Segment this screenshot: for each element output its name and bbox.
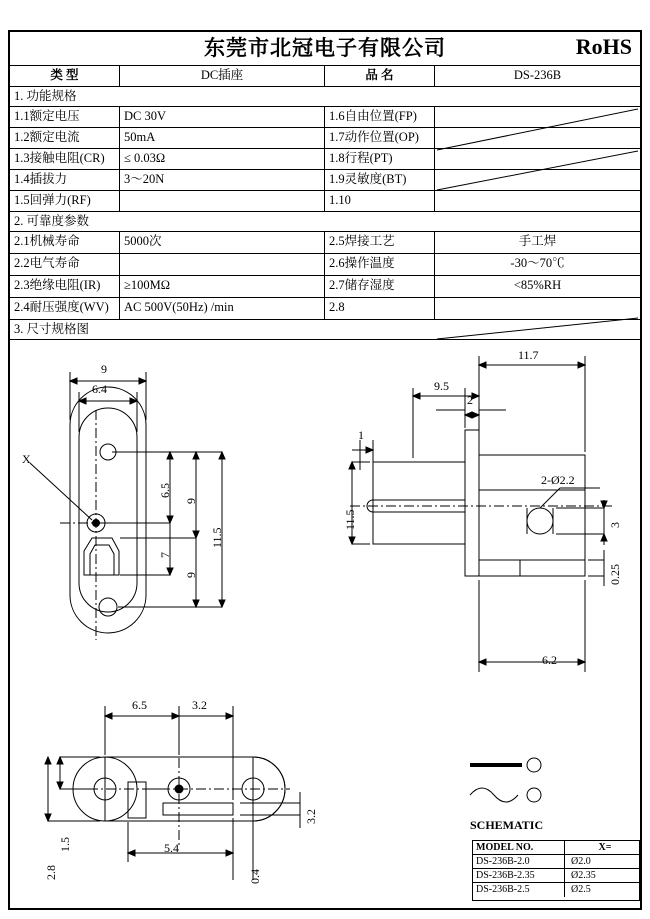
dim-front-6-4: 6.4 xyxy=(92,382,107,396)
dim-bottom-5-4: 5.4 xyxy=(164,841,179,855)
spec-label: 1.1额定电压 xyxy=(10,107,120,128)
dim-side-3: 3 xyxy=(608,522,622,528)
schematic-label: SCHEMATIC xyxy=(470,818,544,832)
spec-label: 1.8行程(PT) xyxy=(325,149,435,170)
dim-side-11-7: 11.7 xyxy=(518,348,539,362)
dim-bottom-6-5: 6.5 xyxy=(132,698,147,712)
name-label: 品 名 xyxy=(325,66,435,87)
spec-value: AC 500V(50Hz) /min xyxy=(120,298,325,320)
spec-value: ≤ 0.03Ω xyxy=(120,149,325,170)
x-value: Ø2.0 xyxy=(571,856,591,867)
model-value: DS-236B-2.5 xyxy=(473,883,565,897)
spec-value: 手工焊 xyxy=(435,232,640,254)
table-row xyxy=(473,883,639,897)
spec-label: 1.7动作位置(OP) xyxy=(325,128,435,149)
dim-front-9b: 9 xyxy=(184,498,198,504)
spec-value: 50mA xyxy=(120,128,325,149)
dim-side-2: 2 xyxy=(467,393,473,407)
dim-front-7: 7 xyxy=(158,552,172,558)
dim-front-9c: 9 xyxy=(184,572,198,578)
spec-value: 3～20N xyxy=(120,170,325,191)
spec-value: ≥100MΩ xyxy=(120,276,325,298)
spec-label: 2.4耐压强度(WV) xyxy=(10,298,120,320)
dim-bottom-1-5: 1.5 xyxy=(58,837,72,852)
dim-side-1: 1 xyxy=(358,428,364,442)
dim-bottom-3-2b: 3.2 xyxy=(304,809,318,824)
x-value: Ø2.5 xyxy=(571,884,591,895)
spec-value: 5000次 xyxy=(120,232,325,254)
dim-bottom-0-4: 0.4 xyxy=(248,869,262,884)
dim-side-11-5: 11.5 xyxy=(343,509,357,530)
dim-side-holes: 2-Ø2.2 xyxy=(541,473,575,487)
spec-label: 1.3接触电阻(CR) xyxy=(10,149,120,170)
x-col-header: X= xyxy=(598,842,612,853)
spec-label: 1.2额定电流 xyxy=(10,128,120,149)
table-row xyxy=(473,855,639,869)
model-value: DS-236B-2.35 xyxy=(473,869,565,882)
type-value: DC插座 xyxy=(120,66,325,87)
table-row xyxy=(473,869,639,883)
dim-bottom-2-8: 2.8 xyxy=(44,865,58,880)
spec-value: <85%RH xyxy=(435,276,640,298)
section1-title: 1. 功能规格 xyxy=(10,87,640,107)
x-value: Ø2.35 xyxy=(571,870,596,881)
dim-side-0-25: 0.25 xyxy=(608,564,622,585)
dim-side-6-2: 6.2 xyxy=(542,653,557,667)
type-label: 类 型 xyxy=(10,66,120,87)
spec-label: 2.5焊接工艺 xyxy=(325,232,435,254)
spec-value: DC 30V xyxy=(120,107,325,128)
company-name: 东莞市北冠电子有限公司 xyxy=(204,36,446,60)
section3-title: 3. 尺寸规格图 xyxy=(10,320,640,340)
spec-label: 1.6自由位置(FP) xyxy=(325,107,435,128)
spec-label: 1.5回弹力(RF) xyxy=(10,191,120,212)
table-header-row xyxy=(473,841,639,855)
model-value: DS-236B-2.0 xyxy=(473,855,565,868)
name-value: DS-236B xyxy=(435,66,640,87)
spec-value: -30～70℃ xyxy=(435,254,640,276)
spec-label: 1.10 xyxy=(325,191,435,212)
spec-label: 2.8 xyxy=(325,298,435,320)
model-table xyxy=(472,840,640,901)
dim-bottom-3-2: 3.2 xyxy=(192,698,207,712)
model-col-header: MODEL NO. xyxy=(473,841,565,854)
dim-front-6-5: 6.5 xyxy=(158,483,172,498)
spec-label: 2.1机械寿命 xyxy=(10,232,120,254)
spec-label: 2.3绝缘电阻(IR) xyxy=(10,276,120,298)
dim-front-9: 9 xyxy=(101,362,107,376)
dim-side-9-5: 9.5 xyxy=(434,379,449,393)
spec-label: 2.2电气寿命 xyxy=(10,254,120,276)
spec-label: 2.6操作温度 xyxy=(325,254,435,276)
spec-label: 1.9灵敏度(BT) xyxy=(325,170,435,191)
label-x: X xyxy=(22,452,31,466)
spec-label: 1.4插拔力 xyxy=(10,170,120,191)
section2-title: 2. 可靠度参数 xyxy=(10,212,640,232)
spec-label: 2.7储存湿度 xyxy=(325,276,435,298)
rohs-mark: RoHS xyxy=(575,34,632,59)
dim-front-11-5: 11.5 xyxy=(210,527,224,548)
